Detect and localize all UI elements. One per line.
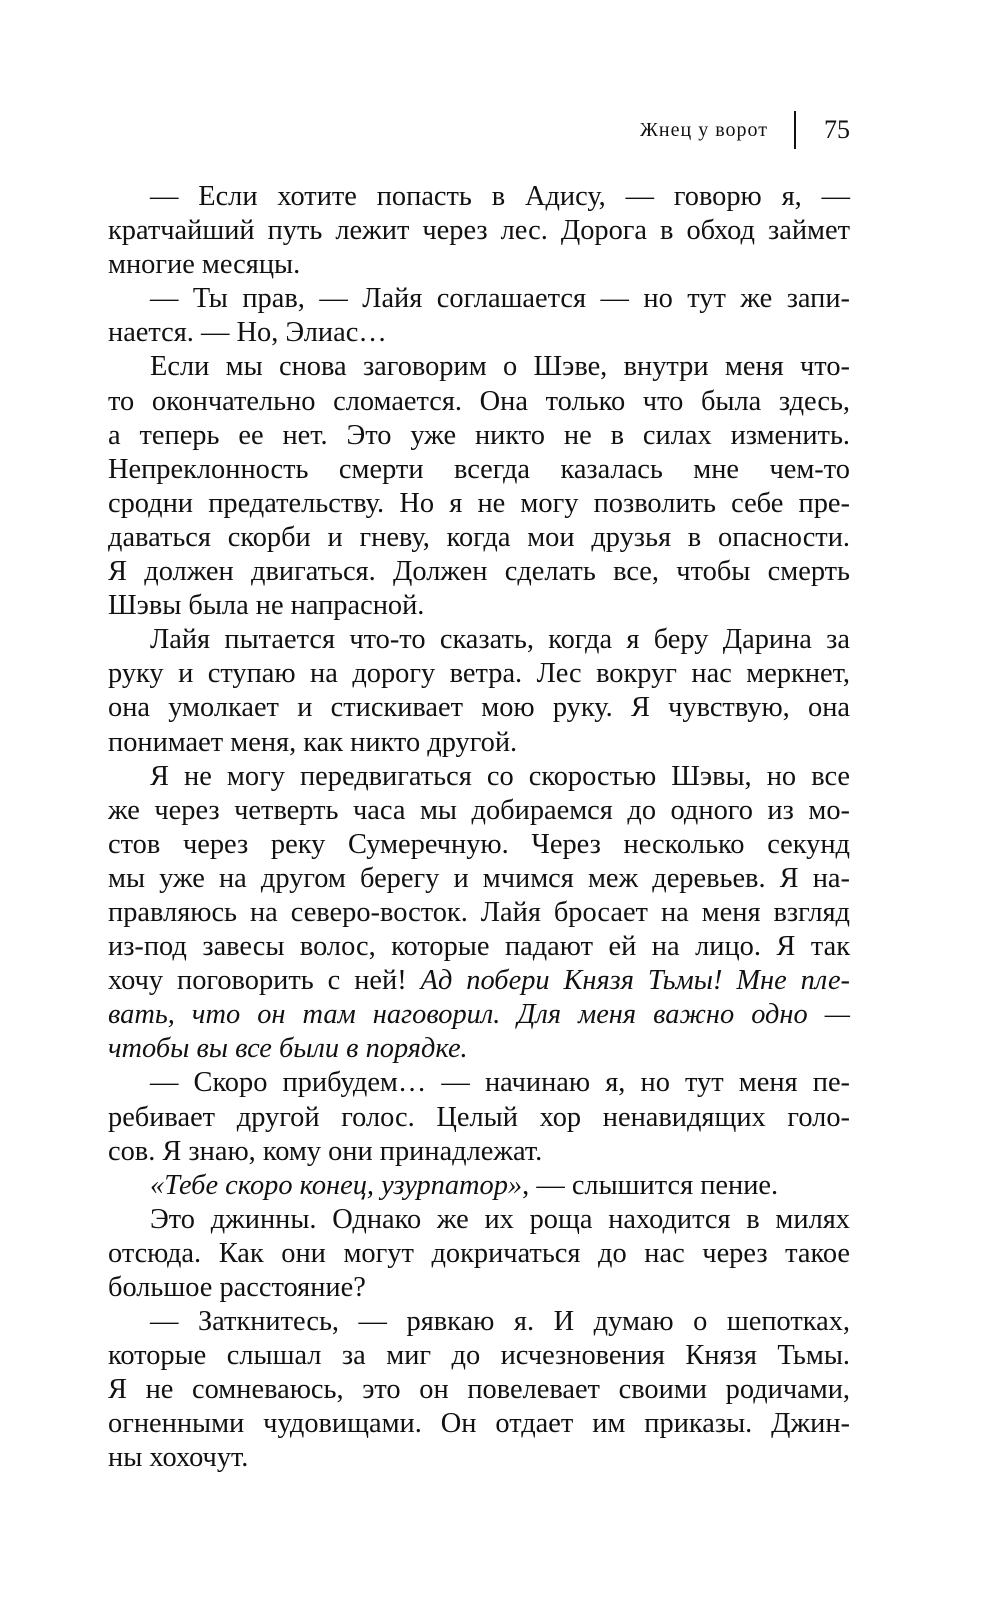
text-segment: огненными чудовищами. Он отдает им приказы. Джин- xyxy=(108,1408,850,1440)
text-line xyxy=(108,316,850,350)
text-segment: — Ты прав, — Лайя соглашается — но тут же запи- xyxy=(150,283,850,315)
text-segment: руку и ступаю на дорогу ветра. Лес вокруг нас меркнет, xyxy=(108,658,850,690)
text-line xyxy=(108,248,850,282)
text-line xyxy=(108,726,850,760)
page-number: 75 xyxy=(824,115,850,144)
italic-segment: Ад побери Князя Тьмы! Мне пле- xyxy=(420,965,850,997)
text-segment: ны хохочут. xyxy=(108,1442,249,1474)
text-line xyxy=(108,896,850,930)
text-segment: большое расстояние? xyxy=(108,1272,366,1303)
text-segment: Шэвы была не напрасной. xyxy=(108,590,425,622)
text-segment: Я не могу передвигаться со скоростью Шэвы, но все xyxy=(150,760,850,792)
text-segment: многие месяцы. xyxy=(108,249,301,281)
text-line xyxy=(108,487,850,521)
text-line xyxy=(108,1373,850,1407)
text-segment: — Скоро прибудем… — начинаю я, но тут меня пе- xyxy=(150,1067,850,1099)
text-line xyxy=(108,964,850,998)
text-line xyxy=(108,589,850,623)
text-segment: сродни предательству. Но я не могу позволить себе пре- xyxy=(108,487,850,519)
text-line xyxy=(108,1339,850,1373)
text-segment: Если мы снова заговорим о Шэве, внутри меня что- xyxy=(150,351,850,383)
text-line xyxy=(108,282,850,316)
text-line xyxy=(108,930,850,964)
text-line xyxy=(108,1066,850,1100)
text-segment: она умолкает и стискивает мою руку. Я чувствую, она xyxy=(108,692,850,724)
text-line xyxy=(108,1101,850,1135)
text-segment: отсюда. Как они могут докричаться до нас через такое xyxy=(108,1237,850,1269)
text-line xyxy=(108,1169,850,1203)
text-segment: же через четверть часа мы добираемся до одного из мо- xyxy=(108,794,850,826)
text-line xyxy=(108,453,850,487)
text-line xyxy=(108,862,850,896)
text-line xyxy=(108,385,850,419)
running-title: Жнец у ворот xyxy=(640,118,768,141)
text-segment: даваться скорби и гневу, когда мои друзья в опасности. xyxy=(108,521,850,553)
text-line xyxy=(108,1407,850,1441)
text-line xyxy=(108,214,850,248)
running-header xyxy=(108,108,850,152)
text-line xyxy=(108,1237,850,1271)
text-line xyxy=(108,1135,850,1169)
text-line xyxy=(108,691,850,725)
text-segment: хочу поговорить с ней! xyxy=(108,965,421,997)
text-segment: сов. Я знаю, кому они принадлежат. xyxy=(108,1135,543,1167)
text-line xyxy=(108,419,850,453)
text-segment: , — слышится пение. xyxy=(522,1169,779,1201)
text-segment: а теперь ее нет. Это уже никто не в силах изменить. xyxy=(108,419,850,451)
text-segment: Лайя пытается что-то сказать, когда я беру Дарина за xyxy=(150,624,850,656)
text-segment: нается. — Но, Элиас… xyxy=(108,317,387,349)
text-line xyxy=(108,1271,850,1305)
text-segment: Непреклонность смерти всегда казалась мне чем-то xyxy=(108,453,850,485)
text-segment: то окончательно сломается. Она только что была здесь, xyxy=(108,385,850,417)
text-line xyxy=(108,623,850,657)
text-segment: понимает меня, как никто другой. xyxy=(108,726,518,758)
text-segment: правляюсь на северо-восток. Лайя бросает на меня взгляд xyxy=(108,896,850,928)
text-line xyxy=(108,760,850,794)
text-segment: из-под завесы волос, которые падают ей на лицо. Я так xyxy=(108,931,850,963)
text-segment: стов через реку Сумеречную. Через несколько секунд xyxy=(108,828,850,860)
text-segment: — Заткнитесь, — рявкаю я. И думаю о шепотках, xyxy=(150,1306,850,1338)
text-segment: Я не сомневаюсь, это он повелевает своими родичами, xyxy=(108,1374,850,1406)
text-line xyxy=(108,180,850,214)
italic-segment: чтобы вы все были в порядке. xyxy=(108,1033,468,1065)
text-line xyxy=(108,555,850,589)
italic-segment: вать, что он там наговорил. Для меня важно одно — xyxy=(108,999,850,1031)
text-line xyxy=(108,998,850,1032)
text-line xyxy=(108,828,850,862)
text-line xyxy=(108,1203,850,1237)
text-line xyxy=(108,521,850,555)
text-line xyxy=(108,794,850,828)
header-divider xyxy=(794,111,796,149)
text-line xyxy=(108,657,850,691)
text-line xyxy=(108,350,850,384)
text-segment: Это джинны. Однако же их роща находится в милях xyxy=(150,1203,850,1235)
text-line xyxy=(108,1032,850,1066)
italic-segment: «Тебе скоро конец, узурпатор» xyxy=(150,1169,523,1201)
text-segment: ребивает другой голос. Целый хор ненавидящих голо- xyxy=(108,1101,850,1133)
body-text xyxy=(108,180,850,1476)
text-segment: кратчайший путь лежит через лес. Дорога в обход займет xyxy=(108,215,850,247)
text-line xyxy=(108,1305,850,1339)
text-segment: мы уже на другом берегу и мчимся меж деревьев. Я на- xyxy=(108,862,850,894)
text-segment: Я должен двигаться. Должен сделать все, чтобы смерть xyxy=(108,556,850,588)
text-segment: — Если хотите попасть в Адису, — говорю я, — xyxy=(150,181,850,212)
text-line xyxy=(108,1441,850,1475)
text-segment: которые слышал за миг до исчезновения Князя Тьмы. xyxy=(108,1340,850,1372)
